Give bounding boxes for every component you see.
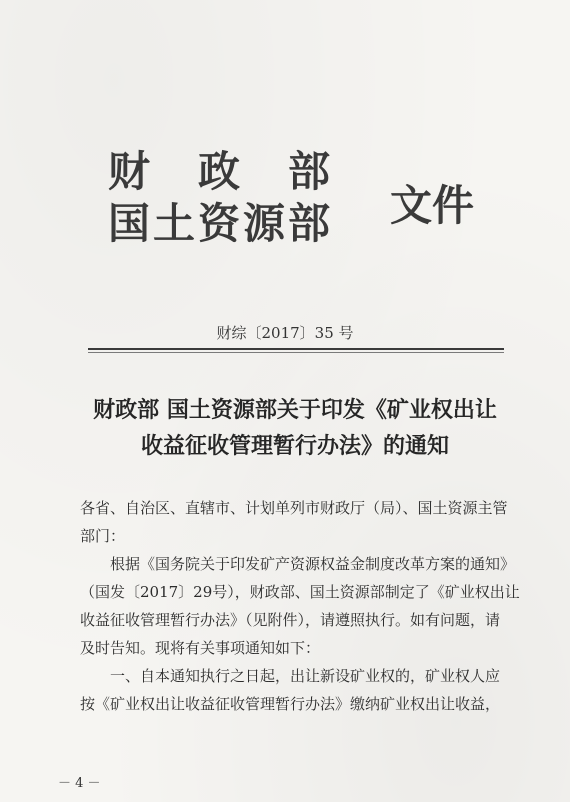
org-char: 资 bbox=[198, 199, 241, 248]
org-char: 国 bbox=[108, 199, 151, 248]
org-char: 财 bbox=[108, 147, 151, 196]
body-line: 根据《国务院关于印发矿产资源权益金制度改革方案的通知》 bbox=[80, 555, 516, 573]
notice-title-line-2: 收益征收管理暂行办法》的通知 bbox=[140, 433, 449, 459]
document-number: 财综〔2017〕35 号 bbox=[216, 324, 354, 342]
header-divider bbox=[88, 348, 504, 350]
body-line: 各省、自治区、直辖市、计划单列市财政厅（局）、国土资源主管 bbox=[80, 499, 508, 517]
org-char: 部 bbox=[288, 147, 331, 196]
body-line: 按《矿业权出让收益征收管理暂行办法》缴纳矿业权出让收益， bbox=[80, 695, 501, 713]
header-divider-thin bbox=[88, 352, 504, 353]
document-word: 文件 bbox=[390, 181, 475, 230]
body-line: （国发〔2017〕29号），财政部、国土资源部制定了《矿业权出让 bbox=[80, 583, 520, 601]
body-line: 收益征收管理暂行办法》（见附件），请遵照执行。如有问题，请 bbox=[80, 611, 501, 629]
org-char: 源 bbox=[243, 199, 286, 248]
org-char: 部 bbox=[288, 199, 331, 248]
page-number: － 4 － bbox=[58, 776, 101, 791]
body-line: 及时告知。现将有关事项通知如下： bbox=[80, 639, 321, 657]
org-char: 土 bbox=[153, 199, 196, 248]
notice-title-line-1: 财政部 国土资源部关于印发《矿业权出让 bbox=[93, 397, 497, 423]
body-line: 部门： bbox=[80, 527, 126, 545]
body-line: 一、自本通知执行之日起，出让新设矿业权的，矿业权人应 bbox=[80, 667, 501, 685]
org-char: 政 bbox=[198, 147, 241, 196]
